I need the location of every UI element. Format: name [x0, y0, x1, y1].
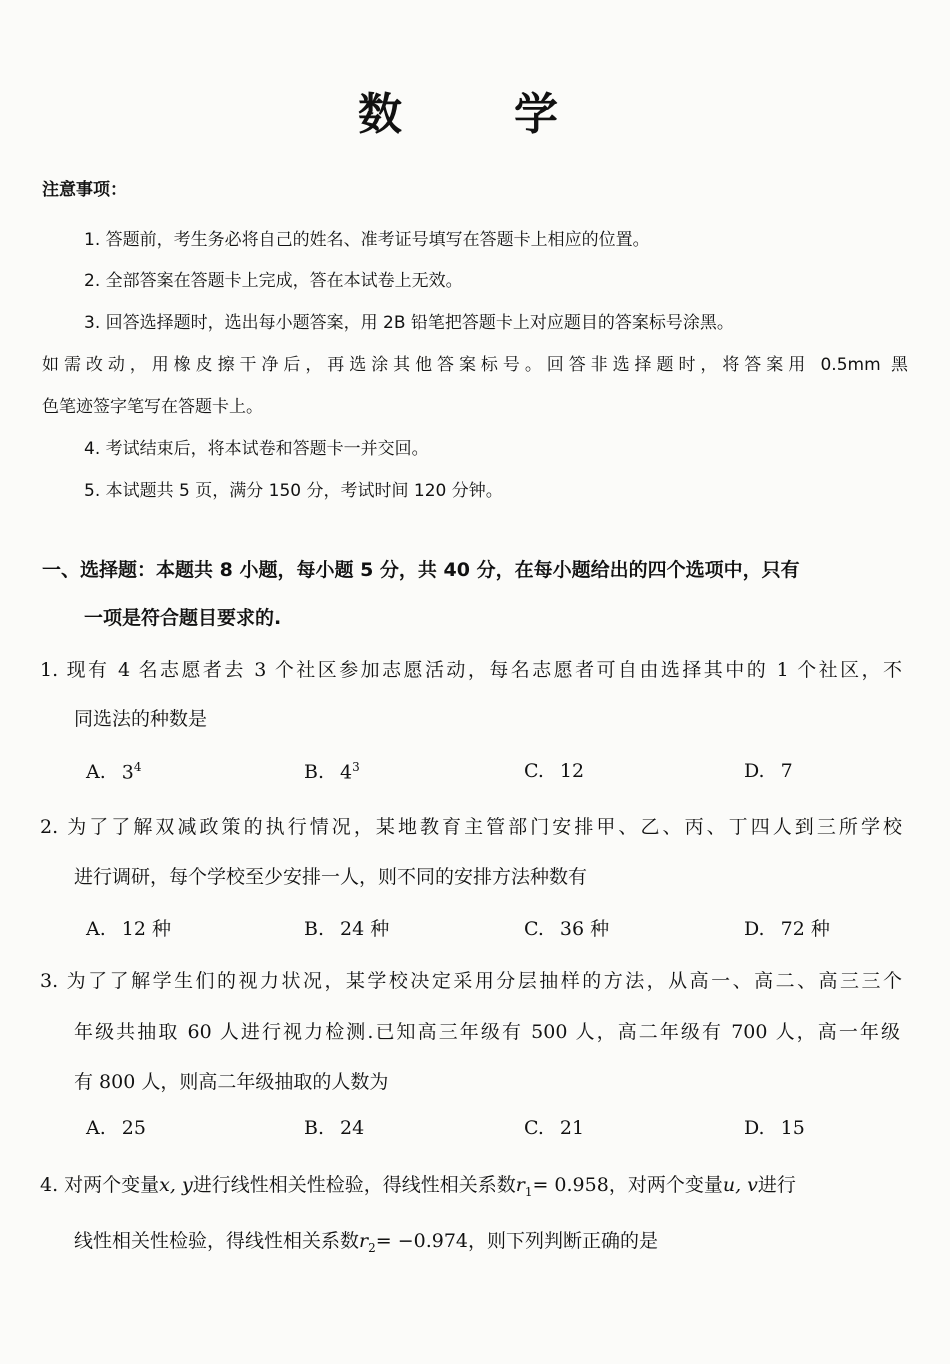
question-1-option-d — [744, 760, 793, 782]
option-label: C. — [524, 760, 544, 782]
option-base: 4 — [340, 761, 353, 784]
q4-r: r — [359, 1230, 369, 1252]
question-3-text: 3. 为了了解学生们的视力状况，某学校决定采用分层抽样的方法，从高一、高二、高三三个 — [40, 970, 902, 992]
question-3-text-end: 有 800 人，则高二年级抽取的人数为 — [74, 1071, 389, 1093]
option-label: A. — [86, 761, 106, 784]
question-2-text: 2. 为了了解双减政策的执行情况，某地教育主管部门安排甲、乙、丙、丁四人到三所学校 — [40, 816, 902, 838]
option-text: 15 — [780, 1117, 805, 1139]
q4-line-b-end: ，则下列判断正确的是 — [468, 1230, 659, 1252]
option-text: 72 种 — [780, 918, 830, 940]
option-text: 21 — [559, 1117, 585, 1139]
option-text: 24 种 — [340, 918, 390, 940]
q4-r1-value: = 0.958 — [532, 1174, 609, 1196]
question-3-option-c — [524, 1117, 584, 1139]
option-label: C. — [524, 1117, 544, 1139]
question-1-option-b — [304, 760, 360, 783]
q4-vars-xy: x, y — [159, 1174, 193, 1196]
question-1-option-a — [86, 760, 142, 783]
option-text: 7 — [780, 760, 793, 782]
section-heading-cont: 一项是符合题目要求的. — [84, 607, 282, 629]
q4-mid1: 进行线性相关性检验，得线性相关系数 — [192, 1174, 516, 1196]
question-3-option-a — [86, 1117, 146, 1139]
option-label: D. — [744, 918, 765, 940]
option-exponent: 4 — [133, 760, 142, 774]
option-text: 12 种 — [121, 918, 171, 940]
notice-item-3-cont: 如需改动，用橡皮擦干净后，再选涂其他答案标号。回答非选择题时，将答案用 0.5mm 黑 — [42, 355, 908, 375]
question-3-option-b — [304, 1117, 364, 1139]
option-text: 12 — [559, 760, 585, 782]
option-label: D. — [744, 760, 765, 782]
question-2-option-d — [744, 914, 830, 941]
option-label: B. — [304, 918, 325, 940]
notice-item-1: 1. 答题前，考生务必将自己的姓名、准考证号填写在答题卡上相应的位置。 — [84, 230, 650, 250]
question-4-text — [40, 1170, 796, 1199]
q4-mid2: ，对两个变量 — [608, 1174, 723, 1196]
option-label: C. — [524, 918, 544, 940]
q4-end1: 进行 — [757, 1174, 796, 1196]
question-1-text: 1. 现有 4 名志愿者去 3 个社区参加志愿活动，每名志愿者可自由选择其中的 1 个社区，不 — [40, 659, 902, 681]
q4-pre: 4. 对两个变量 — [40, 1174, 160, 1196]
question-2-option-a — [86, 914, 171, 941]
q4-r: r — [515, 1174, 525, 1196]
question-2-option-b — [304, 914, 389, 941]
q4-r2-value: = −0.974 — [375, 1230, 469, 1252]
option-label: B. — [304, 1117, 325, 1139]
question-2-text-cont: 进行调研，每个学校至少安排一人，则不同的安排方法种数有 — [74, 866, 588, 888]
option-label: B. — [304, 761, 325, 784]
notice-heading: 注意事项： — [42, 180, 127, 200]
question-2-option-c — [524, 914, 609, 941]
question-4-text-cont — [74, 1226, 658, 1255]
option-label: D. — [744, 1117, 765, 1139]
option-exponent: 3 — [352, 760, 360, 774]
option-label: A. — [86, 918, 106, 940]
option-text: 25 — [121, 1117, 146, 1139]
notice-item-4: 4. 考试结束后，将本试卷和答题卡一并交回。 — [84, 439, 429, 459]
notice-item-3: 3. 回答选择题时，选出每小题答案，用 2B 铅笔把答题卡上对应题目的答案标号涂黑。 — [84, 313, 734, 333]
section-heading: 一、选择题：本题共 8 小题，每小题 5 分，共 40 分，在每小题给出的四个选项中，只有 — [42, 559, 800, 581]
q4-r1-sub: 1 — [524, 1184, 533, 1199]
question-1-option-c — [524, 760, 584, 782]
page-title: 数 学 — [358, 89, 592, 140]
question-3-option-d — [744, 1117, 805, 1139]
option-base: 3 — [121, 761, 134, 784]
option-text: 24 — [340, 1117, 365, 1139]
option-text: 36 种 — [559, 918, 610, 940]
q4-r2-sub: 2 — [368, 1240, 376, 1255]
notice-item-5: 5. 本试题共 5 页，满分 150 分，考试时间 120 分钟。 — [84, 481, 503, 501]
option-label: A. — [86, 1117, 106, 1139]
question-3-text-cont: 年级共抽取 60 人进行视力检测.已知高三年级有 500 人，高二年级有 700 人，高一年级 — [74, 1021, 900, 1043]
notice-item-2: 2. 全部答案在答题卡上完成，答在本试卷上无效。 — [84, 271, 463, 291]
notice-item-3-end: 色笔迹签字笔写在答题卡上。 — [42, 397, 263, 417]
q4-line-b-pre: 线性相关性检验，得线性相关系数 — [74, 1230, 360, 1252]
q4-vars-uv: u, v — [722, 1174, 758, 1196]
question-1-text-cont: 同选法的种数是 — [74, 708, 208, 730]
